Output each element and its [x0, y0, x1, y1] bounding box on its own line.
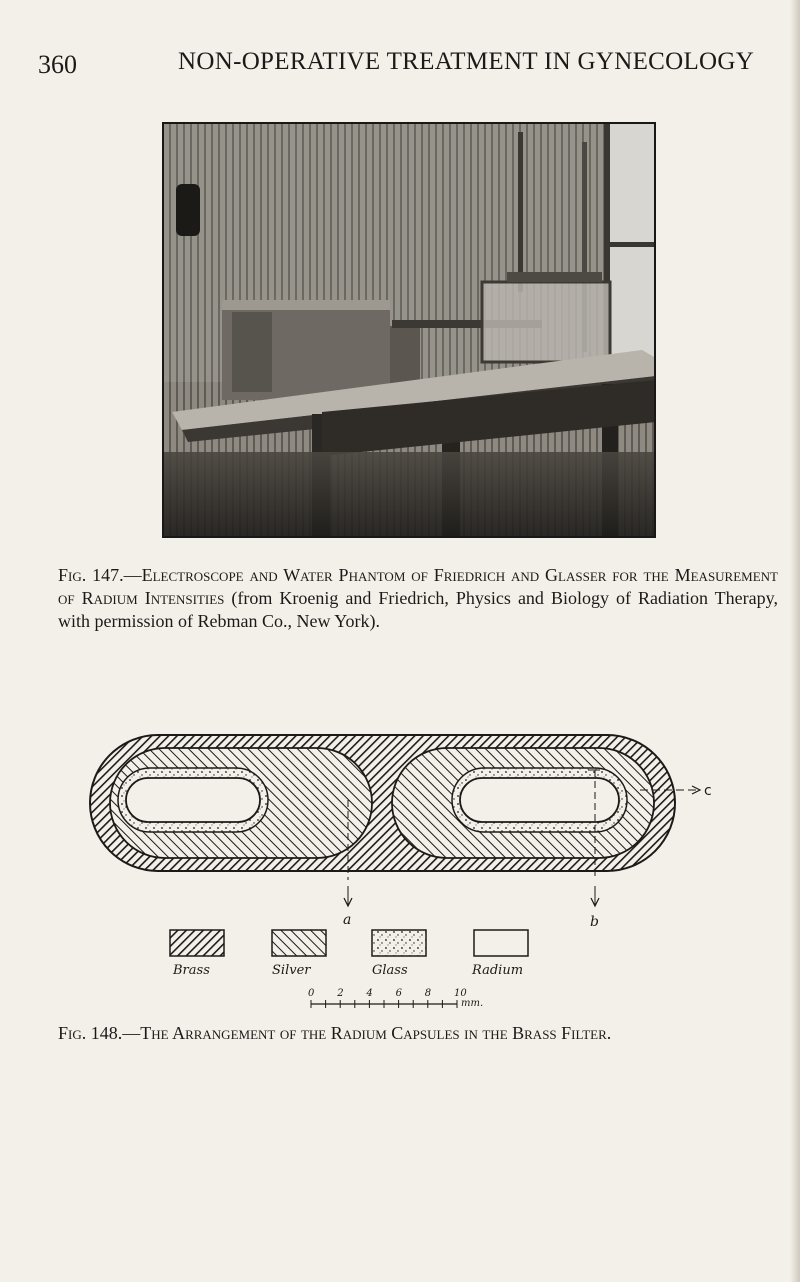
- legend-brass-label: Brass: [173, 963, 210, 978]
- legend-radium: [471, 930, 528, 978]
- pointer-c-label: c: [704, 783, 712, 799]
- figure-148-caption: [58, 1022, 778, 1045]
- scale-tick-label: 0: [308, 988, 315, 999]
- scale-tick-label: 6: [395, 988, 402, 999]
- figure-147-label: Fig. 147.: [58, 565, 124, 585]
- legend-silver: [272, 930, 326, 978]
- pointer-a-label: a: [343, 912, 352, 928]
- running-head: NON-OPERATIVE TREATMENT IN GYNECOLOGY: [178, 48, 755, 75]
- pointer-b-label: b: [590, 914, 599, 930]
- scale-bar: [308, 988, 483, 1009]
- legend-silver-label: Silver: [272, 963, 311, 978]
- scale-tick-label: 2: [337, 988, 344, 999]
- legend-glass: [372, 930, 426, 978]
- figure-147-credit: (from Kroenig and Friedrich, Physics and Biology of Radiation Therapy, with permission of Rebman Co., New York).: [58, 588, 778, 631]
- figure-147-photo: [162, 122, 656, 538]
- scale-unit: mm.: [461, 998, 484, 1009]
- page-number: 360: [38, 50, 77, 79]
- figure-148-title: —The Arrangement of the Radium Capsules in the Brass Filter.: [122, 1023, 612, 1043]
- figure-148-label: Fig. 148.: [58, 1023, 123, 1043]
- legend-radium-label: Radium: [472, 963, 524, 978]
- scale-tick-label: 10: [454, 988, 467, 999]
- radium-core-left: [126, 778, 260, 822]
- scale-tick-label: 8: [424, 988, 432, 999]
- legend-brass: [170, 930, 224, 978]
- scale-tick-label: 4: [366, 988, 373, 999]
- figure-147-title: —Electroscope and Water Phantom of Friedrich and Glasser for the Measurement of Radium Intensities: [58, 565, 779, 608]
- figure-148-diagram: [80, 730, 720, 1010]
- figure-147-caption: [58, 564, 778, 633]
- legend-glass-label: Glass: [372, 963, 408, 978]
- page-edge: [790, 0, 800, 1282]
